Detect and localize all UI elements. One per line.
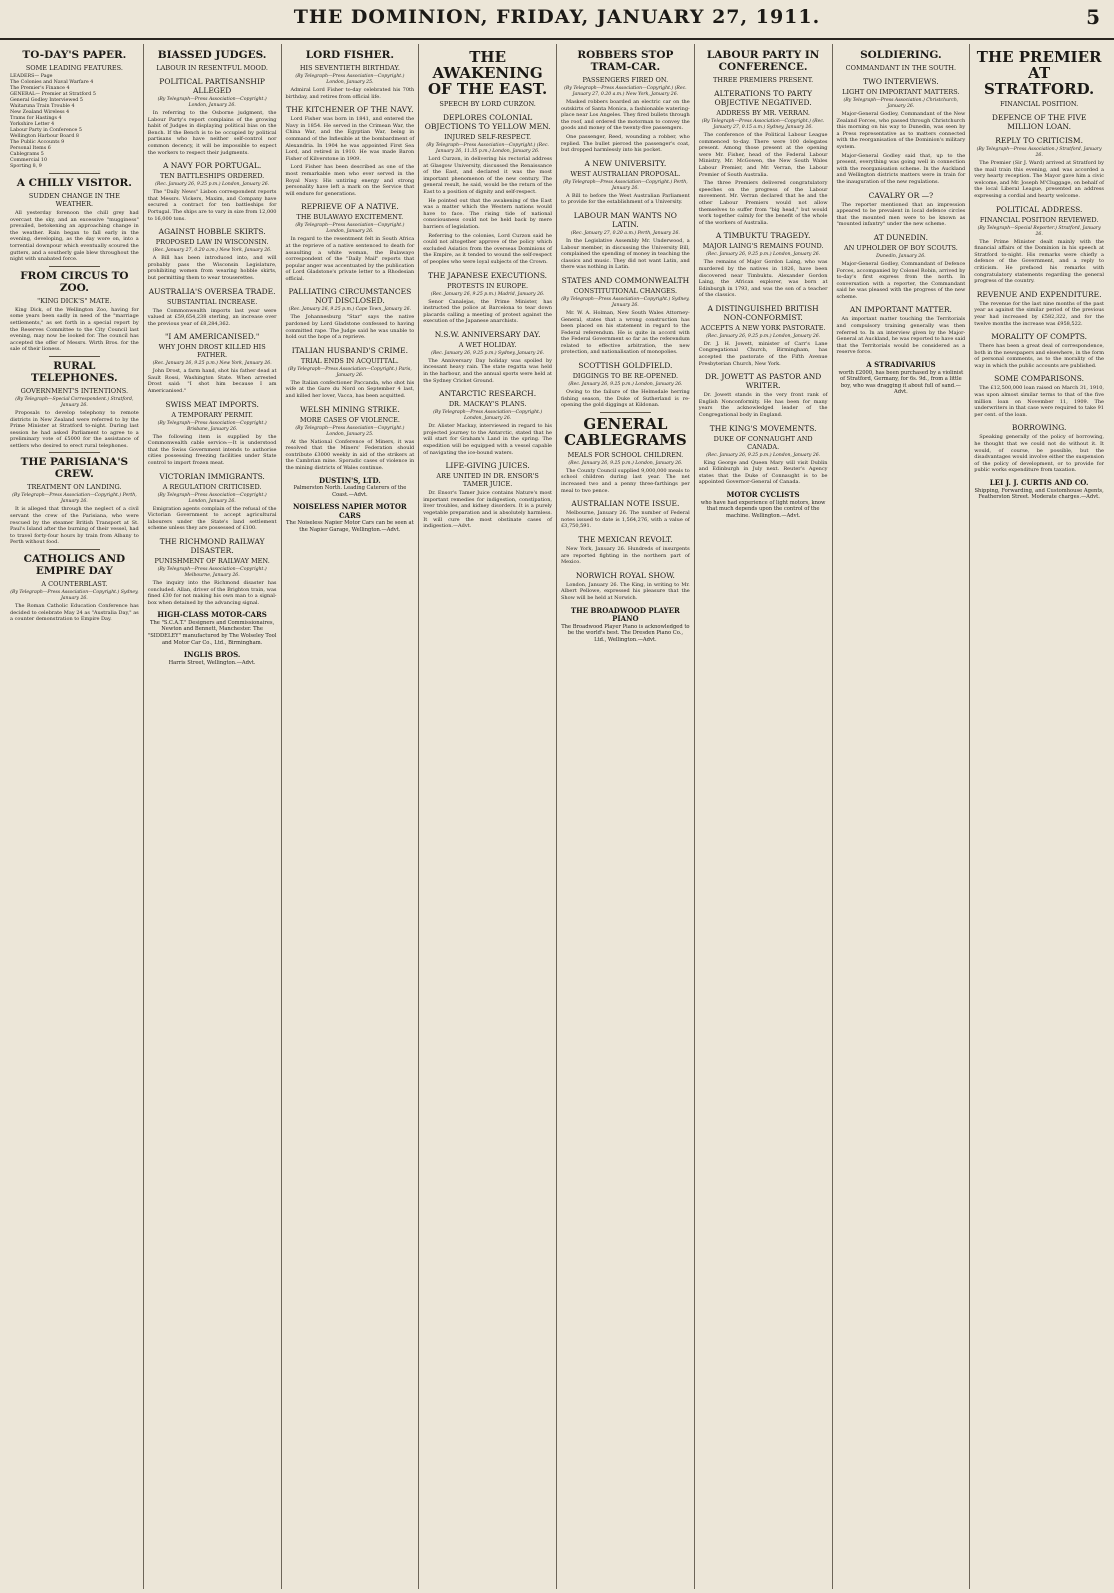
article-body: New York, January 26. Hundreds of insurgents are reported fighting in the northern part of Mexico. <box>561 546 690 566</box>
article-headline: CATHOLICS AND EMPIRE DAY <box>23 553 126 578</box>
article-subheadline: A WET HOLIDAY. <box>458 340 517 349</box>
article-body: Major-General Godley said that, up to the present, everything was going well in connection with the reorganisation scheme. In the Auckland and Wellington districts matters were in train for the inauguration of the new regulations. <box>836 152 966 185</box>
dateline: (By Telegraph—Press Association—Copyright.) London, January 26. <box>295 223 405 235</box>
divider <box>49 452 101 453</box>
article-body: Lord Curzon, in delivering his rectorial address at Glasgow University, discussed the Renaissance of the East, and declared it was the most important phenomenon of the new century. The general result, he said, would be the return of the East to a position of dignity and self-respect. <box>423 156 552 195</box>
article-body: Admiral Lord Fisher to-day celebrated his 70th birthday, and retires from official life. <box>285 87 415 100</box>
dateline: (By Telegraph—Press Association.) Christchurch, January 26. <box>843 98 959 109</box>
article-subheadline: ARE UNITED IN DR. ENSOR'S TAMER JUICE. <box>436 472 539 489</box>
index-entry: Trams for Hastings 4 <box>10 116 62 121</box>
article-body: The Roman Catholic Education Conference has decided to celebrate May 24 as "Australia Day," as a counter demonstration to Empire Day. <box>10 603 139 623</box>
article-subheadline: FINANCIAL POSITION REVIEWED. <box>979 215 1099 224</box>
article-headline: LORD FISHER. <box>305 49 395 61</box>
index-entry: The Premier's Finance 4 <box>10 86 70 91</box>
section-heading: LIFE-GIVING JUICES. <box>445 461 530 471</box>
dateline: (Rec. January 26, 9.25 p.m.) London, January 26. <box>568 460 683 466</box>
article-headline: BIASSED JUDGES. <box>157 49 267 61</box>
advertisement-title: MOTOR CYCLISTS <box>726 490 800 499</box>
article-body: The Johannesburg "Star" says the native pardoned by Lord Gladstone confessed to having committed rape. The Judge said he was unable to hold out the hope of a reprieve. <box>285 314 415 341</box>
column-3 <box>282 44 420 1589</box>
column-2 <box>144 44 282 1589</box>
dateline: (Rec. January 26, 9.25 p.m.) London, January 26. <box>706 333 821 339</box>
article-headline: A CHILLY VISITOR. <box>16 177 132 189</box>
article-body: Speaking generally of the policy of borrowing, he thought that we could not do without it. It would, of course, be possible, but the disadvantages would involve either the suspension of the policy of development, or to provide for public works expenditure from taxation. <box>974 434 1104 474</box>
article-subheadline: FINANCIAL POSITION. <box>1000 100 1079 108</box>
dateline: (Rec. January 26, 9.25 p.m.) London, January 26. <box>155 182 270 188</box>
article-body: In regard to the resentment felt in South Africa at the reprieve of a native sentenced to death for assaulting a white woman, the Bulawayo correspondent of the "Daily Mail" reports that popular anger was accentuated by the publication of Lord Gladstone's private letter to a Rhodesian official. <box>285 236 415 282</box>
newspaper-title: THE DOMINION, FRIDAY, JANUARY 27, 1911. <box>293 6 821 28</box>
advertisement-text: who have had experience of light motors, know that much depends upon the control of the machine. Wellington.—Advt. <box>700 499 826 519</box>
article-body: There has been a great deal of correspondence, both in the newspapers and elsewhere, in the form of personal comments, as to the morality of the way in which the public accounts are published. <box>974 343 1104 369</box>
section-heading: A NAVY FOR PORTUGAL. <box>162 161 262 171</box>
dateline: (By Telegraph—Press Association.) Stratford, January 26. <box>976 147 1102 158</box>
article-subheadline: SOME LEADING FEATURES. <box>25 64 123 72</box>
dateline: (By Telegraph—Press Association—Copyright.) London, January 26. <box>157 97 267 108</box>
dateline: (By Telegraph—Press Association—Copyright.) Perth, January 26. <box>563 179 688 191</box>
section-heading: ANTARCTIC RESEARCH. <box>439 389 537 399</box>
section-heading: POLITICAL ADDRESS. <box>995 204 1083 214</box>
article-body: Melbourne, January 26. The number of Federal notes issued to date is 1,564,276, with a value of £3,750,591. <box>561 510 690 530</box>
index-entry: GENERAL— Premier at Stratford 5 <box>10 92 96 97</box>
article-body: In referring to the Osborne judgment, the Labour Party's report complains of the growing habit of Judges in displaying political bias on the Bench. If the Bench is to be occupied by political partisans who have neither self-control nor common decency, it will be impossible to expect the workers to respect their judgments. <box>147 110 277 156</box>
divider <box>49 549 101 550</box>
article-subheadline: PROTESTS IN EUROPE. <box>447 281 529 290</box>
dateline: (Rec. January 26, 9.25 p.m.) Cape Town, January 26. <box>288 307 412 313</box>
article-body: Owing to the failure of the Helmsdale herring fishing season, the Duke of Sutherland is re-opening the gold diggings at Kildonan. <box>561 389 690 409</box>
dateline: (By Telegraph—Press Association—Copyright.) Paris, January 26. <box>288 366 412 378</box>
section-heading: REVENUE AND EXPENDITURE. <box>976 289 1102 299</box>
index-entry: LEADERS— Page <box>10 74 53 79</box>
section-heading: AT DUNEDIN. <box>873 232 928 242</box>
column-8 <box>970 44 1108 1589</box>
article-subheadline: AN UPHOLDER OF BOY SCOUTS. <box>843 243 958 252</box>
article-subheadline: TREATMENT ON LANDING. <box>27 483 122 492</box>
article-body: Dr. J. H. Jowett, minister of Carr's Lane Congregational Church, Birmingham, has accepted the pastorate of the Fifth Avenue Presbyterian Church, New York. <box>698 340 828 367</box>
article-subheadline: WHY JOHN DROST KILLED HIS FATHER. <box>158 343 266 360</box>
dateline: (Rec. January 26, 9.25 p.m.) Sydney, January 26. <box>431 350 545 356</box>
article-body: The remains of Major Gordon Laing, who was murdered by the natives in 1826, have been discovered near Timbuktu. Alexander Gordon Laing, the African explorer, was born at Edinburgh in 1793, and was the son of a teacher of the classics. <box>698 259 828 299</box>
article-subheadline: SUBSTANTIAL INCREASE. <box>166 297 258 306</box>
index-entry: Personal Items 6 <box>10 146 51 151</box>
section-heading: THE KITCHENER OF THE NAVY. <box>286 105 414 115</box>
column-4 <box>419 44 557 1589</box>
article-subheadline: DUKE OF CONNAUGHT AND CANADA. <box>713 434 813 451</box>
article-body: The Premier (Sir J. Ward) arrived at Stratford by the mail train this evening, and was accorded a very hearty reception. The Mayor gave him a civic welcome, and Mr. Joseph M'Cluggage, on behalf of the local Liberal League, presented an address expressing a cordial and hearty welcome. <box>974 160 1104 199</box>
index-entry: The Public Accounts 9 <box>10 140 65 145</box>
article-body: The reporter mentioned that an impression appeared to be prevalent in local defence circles that the mounted men were to be known as "mounted infantry" under the new scheme. <box>836 201 966 228</box>
article-body: The inquiry into the Richmond disaster has concluded. Allan, driver of the Brighton train, was fined £30 for not making his own man to a signal-box when detained by the advancing signal. <box>147 580 277 606</box>
article-body: It is alleged that through the neglect of a civil servant the crew of the Parisiana, who were rescued by the steamer British Transport at St. Paul's Island after the burning of their vessel, had to travel forty-four hours by train from Albany to Perth without food. <box>10 506 139 546</box>
index-entry: The Colonies and Naval Warfare 4 <box>10 80 94 85</box>
advertisement-text: Palmerston North. Leading Caterers of the Coast.—Advt. <box>293 485 407 498</box>
advertisement <box>561 607 690 644</box>
article-headline: GENERAL CABLEGRAMS <box>564 414 687 449</box>
section-heading: AUSTRALIAN NOTE ISSUE. <box>571 499 680 509</box>
article-subheadline: INJURED SELF-RESPECT. <box>444 133 532 141</box>
article-subheadline: PUNISHMENT OF RAILWAY MEN. <box>154 557 270 565</box>
dateline: (Rec. January 27, 0.20 a.m.) New York, January 26. <box>152 248 272 254</box>
section-heading: REPRIEVE OF A NATIVE. <box>300 202 399 212</box>
section-heading: SWISS MEAT IMPORTS. <box>165 399 259 409</box>
article-body: All yesterday forenoon the chill grey had overcast the sky, and an excessive "mugginess" prevailed, betokening an approaching change in the weather. Rain began to fall early in the evening, developing, as the day wore on, into a torrential downpour which eventually scoured the gutters, and a southerly gale blew throughout the night with unabated force. <box>10 210 139 263</box>
dateline: (By Telegraph—Press Association—Copyright.) London, January 25. <box>295 425 405 437</box>
article-headline: TO-DAY'S PAPER. <box>22 49 127 61</box>
article-body: The £12,500,000 loan raised on March 31, 1910, was upon almost similar terms to that of the five million loan on November 11, 1909. The underwriters in that case were required to take 91 per cent. of the loan. <box>974 385 1104 418</box>
dateline: (By Telegraph—Special Correspondent.) Stratford, January 26. <box>15 396 134 408</box>
article-subheadline: GOVERNMENT'S INTENTIONS. <box>20 386 129 395</box>
section-heading: CAVALRY OR —? <box>868 190 934 200</box>
advertisement <box>286 503 415 533</box>
article-body: Lord Fisher has been described as one of the most remarkable men who ever served in the Royal Navy. His untiring energy and strong personality have left a mark on the Service that will endure for generations. <box>285 164 415 197</box>
article-subheadline: ACCEPTS A NEW YORK PASTORATE. <box>700 323 826 332</box>
advertisement <box>286 477 415 499</box>
article-body: One passenger, Reed, wounding a robber, who replied. The bullet pierced the passenger's coat, but dropped harmlessly into his pocket. <box>561 133 690 154</box>
dateline: (By Telegraph—Press Association—Copyright.) (Rec. January 27, 0.15 a.m.) Sydney, January 26. <box>701 119 825 130</box>
dateline: (By Telegraph—Press Association—Copyright.) Brisbane, January 26. <box>157 420 267 432</box>
article-body: Lord Fisher was born in 1841, and entered the Navy in 1854. He served in the Crimean War, the China War, and the Egyptian War, being in command of the Inflexible at the bombardment of Alexandria. In 1904 he was appointed First Sea Lord, and retired in 1910. He was made Baron Fisher of Kilverstone in 1909. <box>285 116 415 162</box>
section-heading: DEPLORES COLONIAL OBJECTIONS TO YELLOW MEN. <box>424 113 551 131</box>
article-subheadline: THE BULAWAYO EXCITEMENT. <box>296 213 404 222</box>
article-headline: THE PREMIER AT STRATFORD. <box>976 48 1102 98</box>
article-headline: LABOUR PARTY IN CONFERENCE. <box>706 49 820 73</box>
article-subheadline: THREE PREMIERS PRESENT. <box>713 76 814 84</box>
article-body: At the National Conference of Miners, it was resolved that the Miners' Federation should contribute £3000 weekly in aid of the strikers at the Cambrian mine. Sporadic cases of violence in the mining districts of Wales continue. <box>285 438 415 471</box>
article-subheadline: A COUNTERBLAST. <box>41 580 108 589</box>
advertisement <box>148 611 277 646</box>
article-body: The Anniversary Day holiday was spoiled by incessant heavy rain. The state regatta was held in the harbour, and the annual sports were held at the Sydney Cricket Ground. <box>423 357 552 384</box>
article-headline: FROM CIRCUS TO ZOO. <box>20 269 129 294</box>
article-body: The Prime Minister dealt mainly with the financial affairs of the Dominion in his speech at Stratford to-night. His remarks were chiefly a defence of the Government, and a reply to criticism. He prefaced his remarks with congratulatory statements regarding the general progress of the country. <box>974 238 1104 285</box>
section-heading: A TIMBUKTU TRAGEDY. <box>715 231 811 241</box>
article-subheadline: COMMANDANT IN THE SOUTH. <box>845 64 957 72</box>
dateline: (By Telegraph—Press Association—Copyright.) Melbourne, January 26. <box>157 567 267 578</box>
newspaper-columns <box>6 44 1108 1589</box>
article-body: The "Daily News" Lisbon correspondent reports that Messrs. Vickers, Maxim, and Company have secured a contract for ten battleships for Portugal. The ships are to vary in size from 12,000 to 16,000 tons. <box>147 189 277 222</box>
article-subheadline: A REGULATION CRITICISED. <box>162 482 262 491</box>
advertisement <box>837 361 966 396</box>
advertisement <box>699 491 828 519</box>
article-body: London, January 26. The King, in writing to Mr. Albert Pellowe, expressed his pleasure that the Show will be held at Norwich. <box>561 581 690 601</box>
advertisement-text: The Broadwood Player Piano is acknowledged to be the world's best. The Dresden Piano Co., Ltd., Wellington.—Advt. <box>561 623 690 643</box>
article-subheadline: WEST AUSTRALIAN PROPOSAL. <box>570 169 681 178</box>
section-heading: LABOUR MAN WANTS NO LATIN. <box>573 210 677 229</box>
article-body: In the Legislative Assembly Mr. Underwood, a Labour member, in discussing the University Bill, complained the spending of money in teaching the classics and music. They did not want Latin, and there was nothing in Latin. <box>561 237 690 271</box>
index-entry: Yorkshire Letter 4 <box>10 122 55 127</box>
dateline: (Rec. January 26, 9.25 p.m.) New York, January 26. <box>152 361 272 367</box>
article-body: King George and Queen Mary will visit Dublin and Edinburgh in July next. Reuter's Agency states that the Duke of Connaught is to be appointed Governor-General of Canada. <box>698 459 828 486</box>
advertisement-text: The "S.C.A.T." Designers and Commissionaires, Newton and Bennett, Manchester. The "SIDDELEY" manufactured by The Wolseley Tool and Motor Car Co., Ltd., Birmingham. <box>147 619 277 646</box>
section-heading: PALLIATING CIRCUMSTANCES NOT DISCLOSED. <box>288 287 412 306</box>
article-body: Mr. W. A. Holman, New South Wales Attorney-General, states that a wrong construction has been placed on his statement in regard to the Federal referendum. He is quite in accord with the Federal Government so far as the referendum related to effective arbitration, the new protection, and nationalisation of monopolies. <box>561 309 690 356</box>
article-subheadline: SUDDEN CHANGE IN THE WEATHER. <box>28 192 120 208</box>
article-body: A Bill has been introduced into, and will probably pass the Wisconsin Legislature, prohibiting women from wearing hobble skirts, but permitting them to wear trouserettes. <box>147 255 277 281</box>
article-body: King Dick, of the Wellington Zoo, having for some years been sadly in need of the "marriage settlements," as set forth in a special report by the Reserves Committee to the City Council last evening, may now be looked for. The council has accepted the offer of Messrs. Wirth Bros. for the sale of their lioness. <box>10 306 139 353</box>
article-subheadline: LIGHT ON IMPORTANT MATTERS. <box>842 88 960 96</box>
dateline: (Rec. January 27, 0.20 a.m.) Perth, January 26. <box>570 230 680 236</box>
section-heading: AN IMPORTANT MATTER. <box>849 305 952 315</box>
advertisement-title: INGLIS BROS. <box>183 650 241 660</box>
dateline: (Rec. January 26, 9.25 p.m.) London, January 26. <box>706 452 821 458</box>
section-heading: TWO INTERVIEWS. <box>863 77 939 86</box>
advertisement-title: NOISELESS NAPIER MOTOR CARS <box>293 502 407 520</box>
article-headline: RURAL TELEPHONES. <box>31 359 118 384</box>
index-entry: Waitaruna Train Trouble 4 <box>10 104 75 109</box>
article-body: The three Premiers delivered congratulatory speeches on the progress of the Labour movement. Mr. Verran declared that he and the other Labour Premiers would not allow themselves to suffer from "big head," but would work together calmly for the benefit of the whole of the workers of Australia. <box>698 180 828 226</box>
section-heading: BORROWING. <box>1011 423 1067 433</box>
index-entry: Cablegrams 5 <box>10 152 44 157</box>
advertisement-title: HIGH-CLASS MOTOR-CARS <box>157 610 267 620</box>
section-heading: A NEW UNIVERSITY. <box>584 158 667 168</box>
section-heading: MORALITY OF COMPTS. <box>991 332 1088 342</box>
article-body: The conference of the Political Labour League commenced to-day. There were 100 delegates present. Among those present at the opening were Mr. Fisher, head of the Federal Labour Ministry, Mr. McGowen, the New South Wales Labour Premier, and Mr. Verran, the Labour Premier of South Australia. <box>698 132 828 178</box>
article-subheadline: A TEMPORARY PERMIT. <box>171 410 253 419</box>
divider <box>49 356 101 357</box>
article-body: He pointed out that the awakening of the East was a matter which the Western nations would have to face. The rising tide of national consciousness could not be held back by mere barriers of legislation. <box>423 197 552 230</box>
article-body: The Italian confectioner Paccanda, who shot his wife at the Gare du Nord on September 4 last, and killed her lover, Vacca, has been acquitted. <box>285 379 415 400</box>
article-subheadline: HIS SEVENTIETH BIRTHDAY. <box>299 64 400 72</box>
article-headline: THE AWAKENING OF THE EAST. <box>427 48 548 98</box>
index-entry: Wellington Harbour Board 8 <box>10 134 79 139</box>
dateline: Dunedin, January 26. <box>876 253 926 259</box>
article-body: Emigration agents complain of the refusal of the Victorian Government to accept agricultural labourers under the State's land settlement scheme unless they are possessed of £100. <box>147 505 277 532</box>
article-body: The County Council supplied 9,000,000 meals to school children during last year. The net increased two and a penny three-farthings per meal to two pence. <box>561 467 690 494</box>
article-subheadline: PASSENGERS FIRED ON. <box>582 76 669 84</box>
advertisement-title: A STRADIVARIUS <box>866 360 936 370</box>
article-subheadline: SPEECH BY LORD CURZON. <box>439 100 536 108</box>
dateline: (By Telegraph—Press Association—Copyright.) Sydney, January 26. <box>10 590 139 602</box>
article-subheadline: PROPOSED LAW IN WISCONSIN. <box>155 238 269 247</box>
article-headline: SOLDIERING. <box>860 49 942 61</box>
section-heading: NORWICH ROYAL SHOW. <box>575 570 675 580</box>
index-entry: Labour Party in Conference 5 <box>10 128 82 133</box>
dateline: (Rec. January 26, 9.25 p.m.) London, January 26. <box>568 382 683 388</box>
advertisement-text: The Noiseless Napier Motor Cars can be seen at the Napier Garage, Wellington.—Advt. <box>286 520 414 533</box>
article-body: Proposals to develop telephony to remote districts in New Zealand were referred to by the Prime Minister at Stratford to-night. During last session he had asked Parliament to agree to a preliminary vote of £5000 for the assistance of settlers who desired to erect rural telephones. <box>10 409 139 449</box>
section-heading: POLITICAL PARTISANSHIP ALLEGED <box>159 77 265 95</box>
dateline: (Rec. January 26, 9.25 p.m.) London, January 26. <box>706 252 821 258</box>
article-body: The Commonwealth imports last year were valued at £59,654,238 sterling, an increase over the previous year of £8,284,362. <box>147 307 277 327</box>
section-heading: SCOTTISH GOLDFIELD. <box>578 361 673 371</box>
dateline: (By Telegraph—Press Association—Copyright.) (Rec. January 26, 11.35 p.m.) London, January 26. <box>426 143 549 154</box>
article-subheadline: TEN BATTLESHIPS ORDERED. <box>160 172 265 181</box>
article-body: John Drost, a farm hand, shot his father dead at Sault Rossi, Washington State. When arrested Drost said: "I shot him because I am Americanised." <box>147 368 277 395</box>
section-heading: SOME COMPARISONS. <box>994 374 1085 384</box>
section-heading: ALTERATIONS TO PARTY OBJECTIVE NEGATIVED. <box>714 89 813 107</box>
dateline: (By Telegraph—Press Association—Copyright.) London, January 25. <box>295 74 405 85</box>
index-entry: Sporting 8, 9 <box>10 164 42 169</box>
article-body: Major-General Godley, Commandant of the New Zealand Forces, who passed through Christchurch this morning on his way to Dunedin, was seen by a Press representative as to matters connected with the reorganisation of the Dominion's military system. <box>836 111 966 150</box>
index-entry: General Godley Interviewed 5 <box>10 98 83 103</box>
dateline: (By Telegraph—Press Association—Copyright.) Perth, January 26. <box>12 493 137 505</box>
article-body: The following item is supplied by the Commonwealth cable service:—It is understood that the Swiss Government intends to authorise cities possessing freezing facilities under State control to import frozen meat. <box>147 433 277 467</box>
dateline: (By Telegraph—Press Association—Copyright.) London, January 26. <box>157 492 267 504</box>
section-heading: DEFENCE OF THE FIVE MILLION LOAN. <box>991 113 1087 131</box>
section-heading: AUSTRALIA'S OVERSEA TRADE. <box>148 286 276 296</box>
advertisement-text: Shipping, Forwarding, and Customhouse Agents, Featherston Street. Moderate charges.—Advt. <box>974 487 1104 501</box>
article-subheadline: MEALS FOR SCHOOL CHILDREN. <box>567 450 684 459</box>
article-body: An important matter touching the Territorials and compulsory training generally was then referred to. In an interview given by the Major-General at Auckland, he was reported to have said that the Territorials would be considered as a reserve force. <box>836 316 966 356</box>
index-entry: Commercial 10 <box>10 158 48 163</box>
dateline: (Rec. January 26, 9.25 p.m.) Madrid, January 26. <box>430 291 545 297</box>
divider <box>49 266 101 267</box>
section-heading: STATES AND COMMONWEALTH <box>561 275 690 285</box>
section-heading: THE MEXICAN REVOLT. <box>578 535 673 544</box>
article-body: Major-General Godley, Commandant of Defence Forces, accompanied by Colonel Robin, arrived by to-day's first express from the north. In conversation with a reporter, the Commandant said he was pleased with the progress of the new scheme. <box>836 260 966 300</box>
article-subheadline: DIGGINGS TO BE RE-OPENED. <box>572 372 679 381</box>
section-heading: "I AM AMERICANISED." <box>164 332 260 342</box>
section-heading: THE JAPANESE EXECUTIONS. <box>428 270 548 280</box>
article-body: Referring to the colonies, Lord Curzon said he could not altogether approve of the policy which excluded Asiatics from the overseas Dominions of the Empire, as it tended to wound the self-respect of peoples who were loyal subjects of the Crown. <box>423 232 552 265</box>
section-heading: REPLY TO CRITICISM. <box>995 136 1083 145</box>
section-heading: AGAINST HOBBLE SKIRTS. <box>158 227 266 237</box>
article-body: Dr. Alister Mackay, interviewed in regard to his projected journey to the Antarctic, stated that he will start for Graham's Land in the spring. The expedition will be equipped with a vessel capable of navigating the ice-bound waters. <box>423 423 552 456</box>
article-subheadline: DR. MACKAY'S PLANS. <box>448 400 527 409</box>
column-6 <box>695 44 833 1589</box>
article-body: The revenue for the last nine months of the past year as against the similar period of the previous year had increased by £582,322, and for the twelve months the increase was £958,522. <box>974 300 1104 327</box>
section-heading: THE KING'S MOVEMENTS. <box>709 423 817 433</box>
dateline: (By Telegraph—Press Association—Copyright.) Sydney, January 26. <box>561 296 690 308</box>
advertisement <box>974 479 1104 501</box>
advertisement-title: LEI J. J. CURTIS AND CO. <box>989 478 1089 487</box>
dateline: (By Telegraph—Special Reporter.) Stratford, January 26. <box>977 225 1101 237</box>
article-headline: THE PARISIANA'S CREW. <box>20 456 129 481</box>
article-subheadline: LABOUR IN RESENTFUL MOOD. <box>156 64 268 72</box>
section-heading: ITALIAN HUSBAND'S CRIME. <box>291 345 408 355</box>
article-subheadline: "KING DICK'S" MATE. <box>37 296 112 305</box>
section-heading: THE RICHMOND RAILWAY DISASTER. <box>159 537 265 555</box>
masthead <box>0 0 1114 40</box>
article-subheadline: MAJOR LAING'S REMAINS FOUND. <box>702 242 824 251</box>
article-body: Senor Canalejas, the Prime Minister, has instructed the police at Barcelona to tear down placards calling a meeting of protest against the execution of the Japanese anarchists. <box>423 298 552 325</box>
advertisement-title: THE BROADWOOD PLAYER PIANO <box>570 605 680 624</box>
column-5 <box>557 44 695 1589</box>
section-heading: VICTORIAN IMMIGRANTS. <box>159 471 265 481</box>
article-body: Dr. Ensor's Tamer Juice contains Nature's most important remedies for indigestion, constipation, liver troubles, and kidney disorders. It is a purely vegetable preparation and is absolutely harmless. It will cure the most obstinate cases of indigestion.—Advt. <box>423 490 552 530</box>
article-headline: ROBBERS STOP TRAM-CAR. <box>577 49 674 73</box>
advertisement <box>148 651 277 666</box>
index-entry: New Zealand Wireless 4 <box>10 110 70 115</box>
section-heading: A DISTINGUISHED BRITISH NON-CONFORMIST. <box>707 303 819 322</box>
article-subheadline: TRIAL ENDS IN ACQUITTAL. <box>300 356 399 365</box>
column-7 <box>833 44 971 1589</box>
article-subheadline: CONSTITUTIONAL CHANGES. <box>573 286 678 295</box>
article-subheadline: ADDRESS BY MR. VERRAN. <box>716 109 810 117</box>
dateline: (By Telegraph—Press Association—Copyright.) London, January 26. <box>433 410 543 422</box>
advertisement-title: DUSTIN'S, LTD. <box>318 475 381 485</box>
divider <box>49 173 101 174</box>
article-subheadline: MORE CASES OF VIOLENCE. <box>299 415 400 424</box>
column-1 <box>6 44 144 1589</box>
page-number: 5 <box>1086 5 1100 29</box>
article-body: Masked robbers boarded an electric car on the outskirts of Santa Monica, a fashionable watering-place near Los Angeles. They fired bullets through the roof, and ordered the motorman to convey the goods and money of the twenty-five passengers. <box>561 99 690 132</box>
advertisement-text: Harris Street, Wellington.—Advt. <box>168 659 256 666</box>
divider <box>600 412 652 413</box>
article-body: Dr. Jowett stands in the very front rank of English Nonconformity. He has been for many years the acknowledged leader of the Congregational body in England. <box>698 392 828 419</box>
section-heading: DR. JOWETT AS PASTOR AND WRITER. <box>704 372 822 391</box>
section-heading: N.S.W. ANNIVERSARY DAY. <box>434 329 541 339</box>
advertisement-text: worth £2000, has been purchased by a violinist of Stratford, Germany, for 6s. 9d., from a little boy, who was dragging it about full of sand.—Advt. <box>838 369 964 396</box>
dateline: (By Telegraph—Press Association—Copyright.) (Rec. January 27, 0.20 a.m.) New York, January 26. <box>564 86 687 97</box>
section-heading: WELSH MINING STRIKE. <box>300 404 400 414</box>
article-body: A Bill to before the West Australian Parliament to provide for the establishment of a University. <box>561 192 690 206</box>
